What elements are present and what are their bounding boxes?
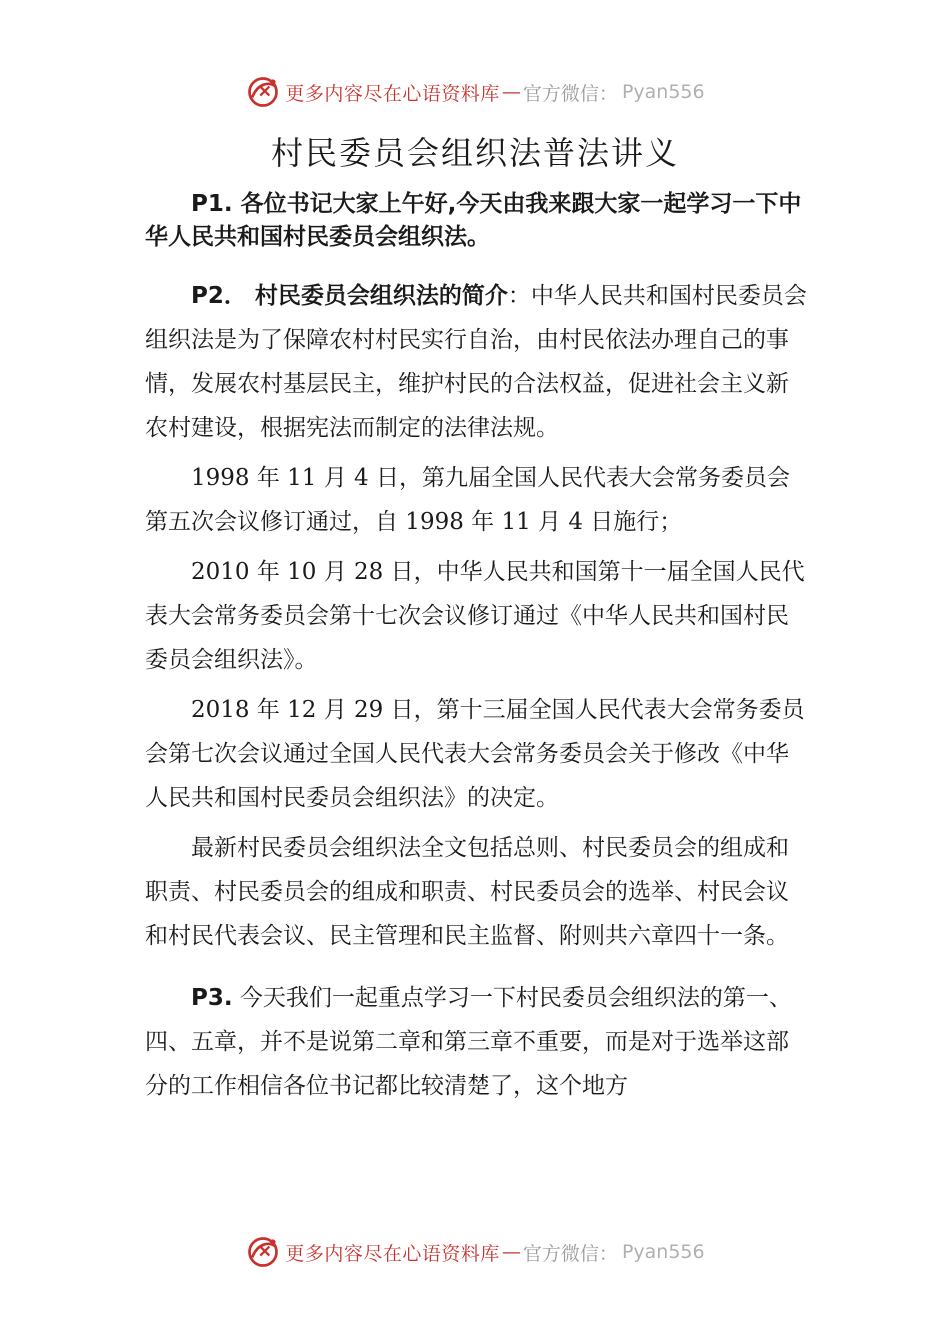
paragraph-p1: P1. 各位书记大家上午好,今天由我来跟大家一起学习一下中华人民共和国村民委员会组织法。	[145, 191, 802, 250]
brand-logo-icon	[245, 1234, 281, 1270]
document-title: 村民委员会组织法普法讲义	[270, 134, 679, 172]
paragraph-p2	[145, 274, 807, 450]
paragraph-1998: 1998 年 11 月 4 日，第九届全国人民代表大会常务委员会第五次会议修订通过，自 1998 年 11 月 4 日施行；	[145, 465, 790, 535]
watermark-label: 官方微信：	[522, 1242, 618, 1265]
paragraph-p3	[145, 976, 807, 1108]
watermark-footer	[0, 1232, 950, 1272]
paragraph-contents: 最新村民委员会组织法全文包括总则、村民委员会的组成和职责、村民委员会的组成和职责、村民委员会的选举、村民会议和村民代表会议、民主管理和民主监督、附则共六章四十一条。	[145, 835, 789, 949]
brand-logo-icon	[245, 74, 281, 110]
document-body	[145, 188, 807, 1108]
paragraph-p2-lead: P2． 村民委员会组织法的简介	[191, 283, 508, 309]
watermark-brand: 更多内容尽在心语资料库	[285, 82, 500, 105]
paragraph-p3-body: 今天我们一起重点学习一下村民委员会组织法的第一、四、五章，并不是说第二章和第三章不重要，而是对于选举这部分的工作相信各位书记都比较清楚了，这个地方	[145, 985, 792, 1099]
paragraph-2010: 2010 年 10 月 28 日，中华人民共和国第十一届全国人民代表大会常务委员会第十七次会议修订通过《中华人民共和国村民委员会组织法》。	[145, 559, 805, 673]
watermark-header	[0, 72, 950, 112]
paragraph-2018: 2018 年 12 月 29 日，第十三届全国人民代表大会常务委员会第七次会议通过全国人民代表大会常务委员会关于修改《中华人民共和国村民委员会组织法》的决定。	[145, 697, 805, 811]
watermark-account: Pyan556	[621, 1241, 705, 1263]
paragraph-p2-body: ：中华人民共和国村民委员会组织法是为了保障农村村民实行自治，由村民依法办理自己的事情，发展农村基层民主，维护村民的合法权益，促进社会主义新农村建设，根据宪法而制定的法律法规。	[145, 283, 807, 441]
watermark-brand: 更多内容尽在心语资料库	[285, 1242, 500, 1265]
watermark-label: 官方微信：	[522, 82, 618, 105]
watermark-account: Pyan556	[621, 81, 705, 103]
watermark-separator: —	[501, 1241, 521, 1263]
paragraph-p3-lead: P3.	[191, 985, 233, 1011]
watermark-separator: —	[501, 81, 521, 103]
